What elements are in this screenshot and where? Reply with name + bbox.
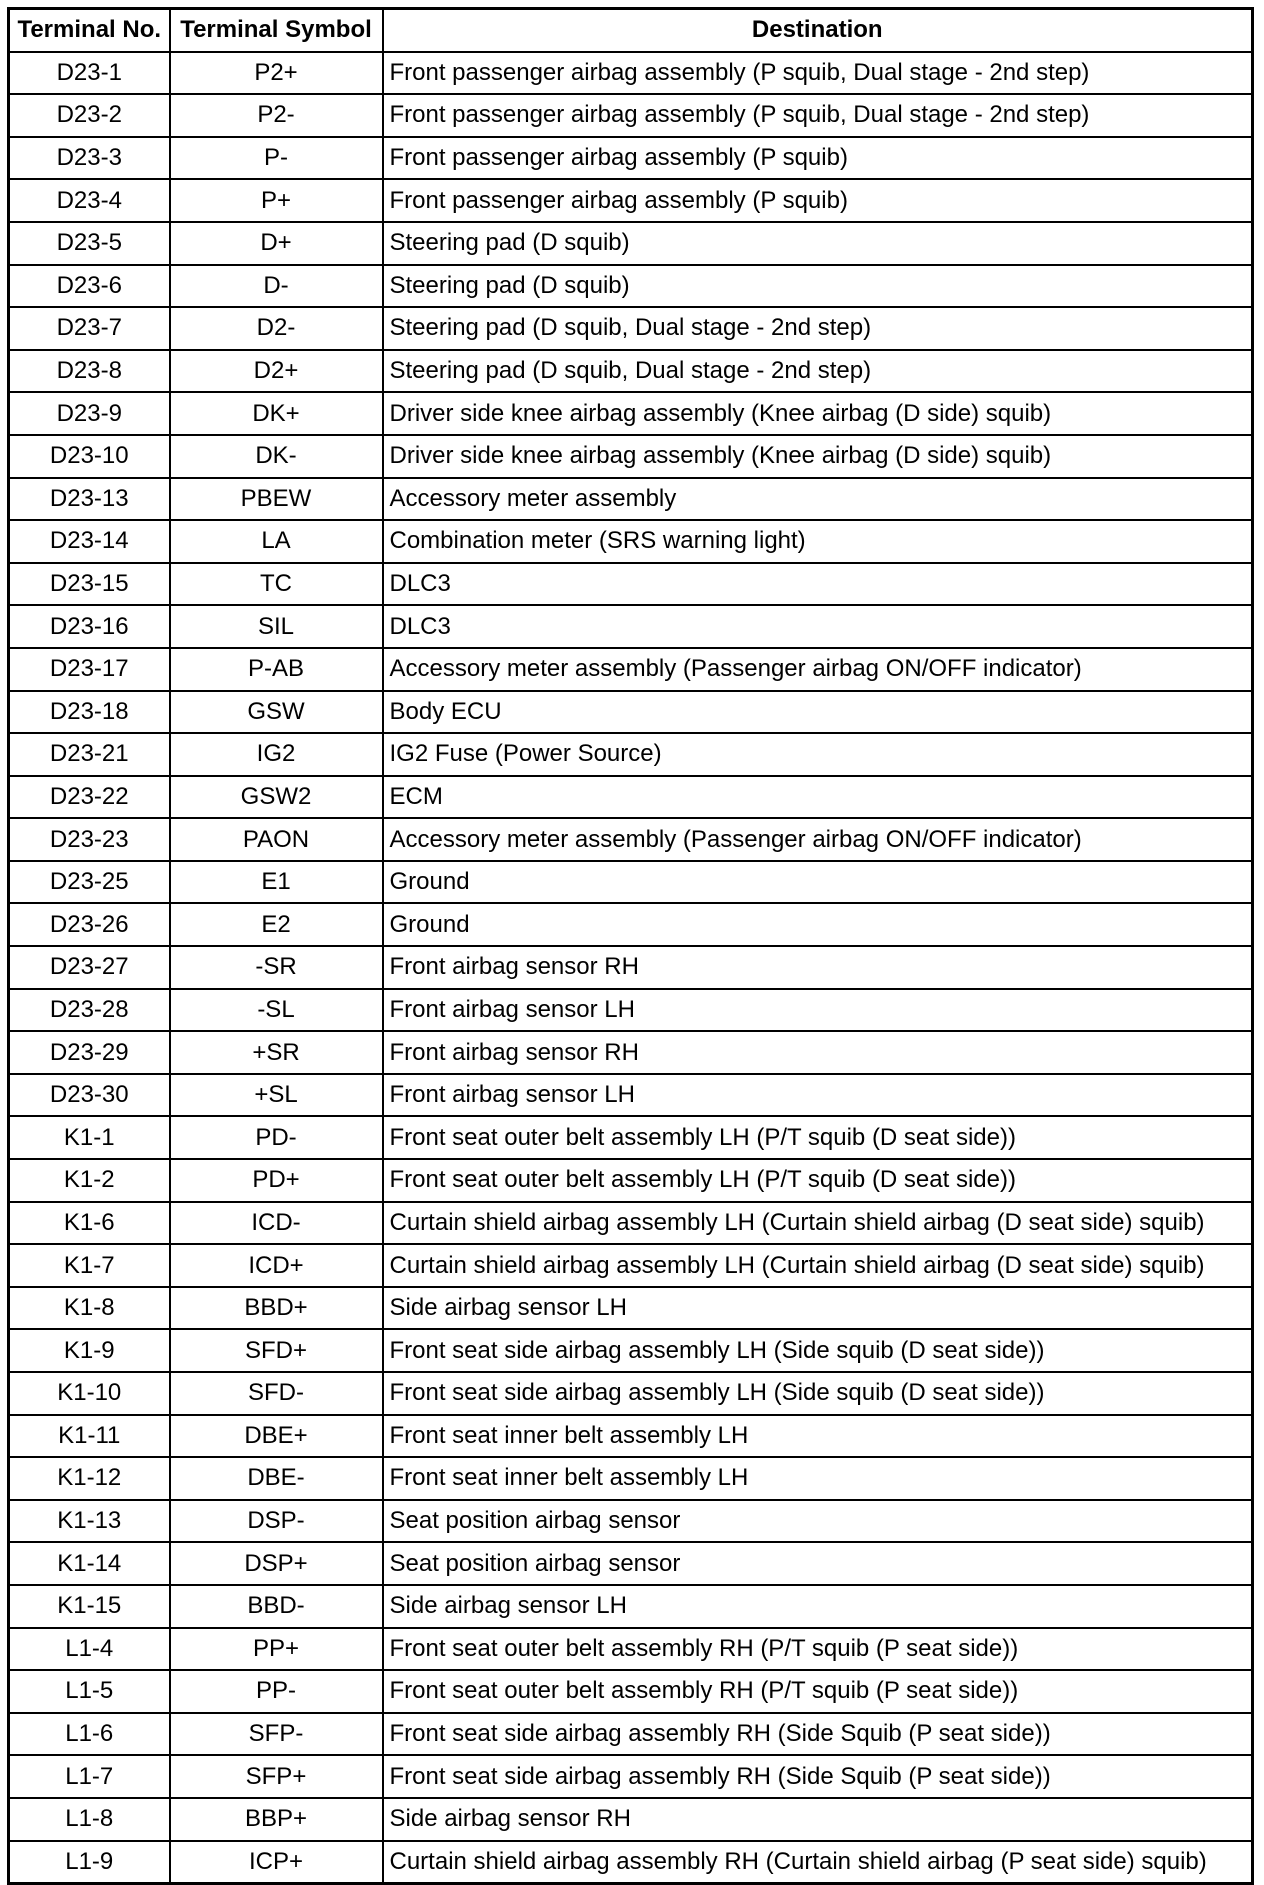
table-row xyxy=(9,265,1253,308)
terminal-symbol-cell: PAON xyxy=(170,818,383,861)
terminal-symbol-cell: PD+ xyxy=(170,1159,383,1202)
terminal-no-cell: D23-14 xyxy=(9,520,170,563)
terminal-symbol-cell: DSP+ xyxy=(170,1542,383,1585)
terminal-no-cell: K1-15 xyxy=(9,1585,170,1628)
table-row xyxy=(9,946,1253,989)
terminal-no-cell: K1-6 xyxy=(9,1202,170,1245)
destination-cell: Curtain shield airbag assembly RH (Curtain shield airbag (P seat side) squib) xyxy=(383,1841,1253,1884)
terminal-no-cell: D23-22 xyxy=(9,776,170,819)
terminal-symbol-cell: SIL xyxy=(170,605,383,648)
terminal-no-cell: L1-9 xyxy=(9,1841,170,1884)
table-row xyxy=(9,1670,1253,1713)
terminal-no-cell: D23-16 xyxy=(9,605,170,648)
terminal-symbol-cell: DSP- xyxy=(170,1500,383,1543)
terminal-symbol-cell: PP- xyxy=(170,1670,383,1713)
terminal-symbol-cell: SFD+ xyxy=(170,1329,383,1372)
destination-cell: Front seat side airbag assembly RH (Side Squib (P seat side)) xyxy=(383,1713,1253,1756)
terminal-no-cell: K1-2 xyxy=(9,1159,170,1202)
destination-cell: Combination meter (SRS warning light) xyxy=(383,520,1253,563)
terminal-symbol-cell: DK+ xyxy=(170,392,383,435)
terminal-no-cell: D23-7 xyxy=(9,307,170,350)
destination-cell: Front passenger airbag assembly (P squib) xyxy=(383,137,1253,180)
table-row xyxy=(9,1116,1253,1159)
destination-cell: Driver side knee airbag assembly (Knee airbag (D side) squib) xyxy=(383,435,1253,478)
table-row xyxy=(9,1841,1253,1884)
destination-cell: DLC3 xyxy=(383,605,1253,648)
table-row xyxy=(9,733,1253,776)
terminal-table xyxy=(7,7,1254,1885)
terminal-no-cell: D23-25 xyxy=(9,861,170,904)
terminal-no-cell: L1-6 xyxy=(9,1713,170,1756)
terminal-no-cell: L1-4 xyxy=(9,1628,170,1671)
destination-cell: Steering pad (D squib) xyxy=(383,222,1253,265)
terminal-no-cell: D23-9 xyxy=(9,392,170,435)
terminal-symbol-cell: SFD- xyxy=(170,1372,383,1415)
terminal-symbol-cell: GSW2 xyxy=(170,776,383,819)
terminal-symbol-cell: E2 xyxy=(170,903,383,946)
terminal-no-cell: D23-21 xyxy=(9,733,170,776)
terminal-symbol-cell: TC xyxy=(170,563,383,606)
destination-cell: Curtain shield airbag assembly LH (Curtain shield airbag (D seat side) squib) xyxy=(383,1244,1253,1287)
terminal-no-cell: D23-28 xyxy=(9,989,170,1032)
table-row xyxy=(9,94,1253,137)
terminal-symbol-cell: D+ xyxy=(170,222,383,265)
destination-cell: Accessory meter assembly (Passenger airbag ON/OFF indicator) xyxy=(383,648,1253,691)
destination-cell: Front passenger airbag assembly (P squib, Dual stage - 2nd step) xyxy=(383,52,1253,95)
terminal-no-cell: D23-17 xyxy=(9,648,170,691)
terminal-no-cell: D23-30 xyxy=(9,1074,170,1117)
table-row xyxy=(9,1542,1253,1585)
destination-cell: Side airbag sensor LH xyxy=(383,1585,1253,1628)
table-row xyxy=(9,1031,1253,1074)
terminal-symbol-cell: LA xyxy=(170,520,383,563)
terminal-no-cell: K1-10 xyxy=(9,1372,170,1415)
destination-cell: Front seat outer belt assembly RH (P/T squib (P seat side)) xyxy=(383,1670,1253,1713)
table-row xyxy=(9,776,1253,819)
table-row xyxy=(9,1159,1253,1202)
terminal-no-cell: K1-12 xyxy=(9,1457,170,1500)
destination-cell: Body ECU xyxy=(383,691,1253,734)
terminal-no-cell: K1-14 xyxy=(9,1542,170,1585)
destination-cell: Driver side knee airbag assembly (Knee airbag (D side) squib) xyxy=(383,392,1253,435)
terminal-symbol-cell: ICD- xyxy=(170,1202,383,1245)
table-row xyxy=(9,350,1253,393)
destination-cell: Curtain shield airbag assembly LH (Curtain shield airbag (D seat side) squib) xyxy=(383,1202,1253,1245)
table-row xyxy=(9,903,1253,946)
terminal-no-cell: D23-29 xyxy=(9,1031,170,1074)
table-row xyxy=(9,818,1253,861)
terminal-symbol-cell: PP+ xyxy=(170,1628,383,1671)
table-row xyxy=(9,52,1253,95)
terminal-no-cell: D23-3 xyxy=(9,137,170,180)
terminal-symbol-cell: SFP+ xyxy=(170,1755,383,1798)
table-row xyxy=(9,1329,1253,1372)
terminal-symbol-cell: ICD+ xyxy=(170,1244,383,1287)
header-row xyxy=(9,9,1253,52)
destination-cell: Front seat side airbag assembly LH (Side squib (D seat side)) xyxy=(383,1372,1253,1415)
terminal-symbol-cell: BBD+ xyxy=(170,1287,383,1330)
destination-cell: Seat position airbag sensor xyxy=(383,1500,1253,1543)
table-row xyxy=(9,179,1253,222)
destination-cell: ECM xyxy=(383,776,1253,819)
terminal-no-cell: D23-10 xyxy=(9,435,170,478)
destination-cell: IG2 Fuse (Power Source) xyxy=(383,733,1253,776)
terminal-symbol-cell: BBP+ xyxy=(170,1798,383,1841)
terminal-no-cell: K1-11 xyxy=(9,1415,170,1458)
terminal-no-cell: D23-27 xyxy=(9,946,170,989)
terminal-symbol-cell: D2+ xyxy=(170,350,383,393)
terminal-symbol-cell: +SL xyxy=(170,1074,383,1117)
terminal-no-cell: D23-15 xyxy=(9,563,170,606)
table-row xyxy=(9,1585,1253,1628)
table-row xyxy=(9,648,1253,691)
terminal-symbol-cell: P- xyxy=(170,137,383,180)
terminal-symbol-cell: DK- xyxy=(170,435,383,478)
table-row xyxy=(9,1372,1253,1415)
terminal-no-cell: L1-5 xyxy=(9,1670,170,1713)
table-row xyxy=(9,1798,1253,1841)
destination-cell: Front airbag sensor RH xyxy=(383,1031,1253,1074)
terminal-no-cell: D23-13 xyxy=(9,478,170,521)
terminal-symbol-cell: SFP- xyxy=(170,1713,383,1756)
terminal-symbol-cell: P+ xyxy=(170,179,383,222)
destination-cell: Front seat inner belt assembly LH xyxy=(383,1415,1253,1458)
table-row xyxy=(9,691,1253,734)
table-row xyxy=(9,1287,1253,1330)
table-row xyxy=(9,1500,1253,1543)
destination-cell: Front seat inner belt assembly LH xyxy=(383,1457,1253,1500)
terminal-symbol-cell: PBEW xyxy=(170,478,383,521)
terminal-symbol-cell: PD- xyxy=(170,1116,383,1159)
table-row xyxy=(9,563,1253,606)
destination-cell: Front seat side airbag assembly RH (Side Squib (P seat side)) xyxy=(383,1755,1253,1798)
terminal-symbol-cell: D2- xyxy=(170,307,383,350)
table-row xyxy=(9,1628,1253,1671)
terminal-symbol-cell: D- xyxy=(170,265,383,308)
destination-cell: Side airbag sensor RH xyxy=(383,1798,1253,1841)
table-row xyxy=(9,1202,1253,1245)
table-body xyxy=(9,52,1253,1884)
terminal-no-cell: D23-26 xyxy=(9,903,170,946)
terminal-no-cell: K1-1 xyxy=(9,1116,170,1159)
table-row xyxy=(9,435,1253,478)
table-row xyxy=(9,222,1253,265)
destination-cell: Accessory meter assembly xyxy=(383,478,1253,521)
destination-cell: Front seat side airbag assembly LH (Side squib (D seat side)) xyxy=(383,1329,1253,1372)
terminal-symbol-cell: P-AB xyxy=(170,648,383,691)
destination-cell: Seat position airbag sensor xyxy=(383,1542,1253,1585)
header-terminal-symbol: Terminal Symbol xyxy=(170,9,383,52)
terminal-no-cell: L1-7 xyxy=(9,1755,170,1798)
table-row xyxy=(9,478,1253,521)
terminal-no-cell: D23-2 xyxy=(9,94,170,137)
header-terminal-no: Terminal No. xyxy=(9,9,170,52)
table-row xyxy=(9,1244,1253,1287)
destination-cell: DLC3 xyxy=(383,563,1253,606)
table-row xyxy=(9,1457,1253,1500)
table-row xyxy=(9,861,1253,904)
terminal-symbol-cell: BBD- xyxy=(170,1585,383,1628)
terminal-no-cell: D23-4 xyxy=(9,179,170,222)
terminal-no-cell: D23-23 xyxy=(9,818,170,861)
terminal-symbol-cell: IG2 xyxy=(170,733,383,776)
terminal-no-cell: K1-9 xyxy=(9,1329,170,1372)
destination-cell: Front airbag sensor LH xyxy=(383,1074,1253,1117)
terminal-no-cell: D23-18 xyxy=(9,691,170,734)
destination-cell: Steering pad (D squib, Dual stage - 2nd step) xyxy=(383,350,1253,393)
table-row xyxy=(9,605,1253,648)
header-destination: Destination xyxy=(383,9,1253,52)
terminal-symbol-cell: P2- xyxy=(170,94,383,137)
terminal-no-cell: D23-8 xyxy=(9,350,170,393)
table-row xyxy=(9,1074,1253,1117)
destination-cell: Steering pad (D squib, Dual stage - 2nd step) xyxy=(383,307,1253,350)
table-row xyxy=(9,520,1253,563)
destination-cell: Accessory meter assembly (Passenger airbag ON/OFF indicator) xyxy=(383,818,1253,861)
destination-cell: Steering pad (D squib) xyxy=(383,265,1253,308)
destination-cell: Front airbag sensor RH xyxy=(383,946,1253,989)
destination-cell: Front passenger airbag assembly (P squib) xyxy=(383,179,1253,222)
table-row xyxy=(9,307,1253,350)
destination-cell: Front airbag sensor LH xyxy=(383,989,1253,1032)
terminal-symbol-cell: -SR xyxy=(170,946,383,989)
table-row xyxy=(9,137,1253,180)
table-row xyxy=(9,1713,1253,1756)
terminal-symbol-cell: +SR xyxy=(170,1031,383,1074)
terminal-symbol-cell: E1 xyxy=(170,861,383,904)
terminal-symbol-cell: P2+ xyxy=(170,52,383,95)
terminal-symbol-cell: DBE- xyxy=(170,1457,383,1500)
table-row xyxy=(9,1415,1253,1458)
destination-cell: Front seat outer belt assembly RH (P/T squib (P seat side)) xyxy=(383,1628,1253,1671)
terminal-symbol-cell: DBE+ xyxy=(170,1415,383,1458)
terminal-no-cell: K1-8 xyxy=(9,1287,170,1330)
destination-cell: Ground xyxy=(383,903,1253,946)
table-row xyxy=(9,392,1253,435)
terminal-no-cell: D23-5 xyxy=(9,222,170,265)
terminal-no-cell: K1-7 xyxy=(9,1244,170,1287)
destination-cell: Front seat outer belt assembly LH (P/T squib (D seat side)) xyxy=(383,1159,1253,1202)
terminal-no-cell: L1-8 xyxy=(9,1798,170,1841)
terminal-no-cell: K1-13 xyxy=(9,1500,170,1543)
terminal-no-cell: D23-6 xyxy=(9,265,170,308)
table-row xyxy=(9,1755,1253,1798)
destination-cell: Front seat outer belt assembly LH (P/T squib (D seat side)) xyxy=(383,1116,1253,1159)
destination-cell: Side airbag sensor LH xyxy=(383,1287,1253,1330)
destination-cell: Front passenger airbag assembly (P squib, Dual stage - 2nd step) xyxy=(383,94,1253,137)
terminal-symbol-cell: ICP+ xyxy=(170,1841,383,1884)
table-row xyxy=(9,989,1253,1032)
terminal-symbol-cell: -SL xyxy=(170,989,383,1032)
terminal-no-cell: D23-1 xyxy=(9,52,170,95)
destination-cell: Ground xyxy=(383,861,1253,904)
terminal-symbol-cell: GSW xyxy=(170,691,383,734)
